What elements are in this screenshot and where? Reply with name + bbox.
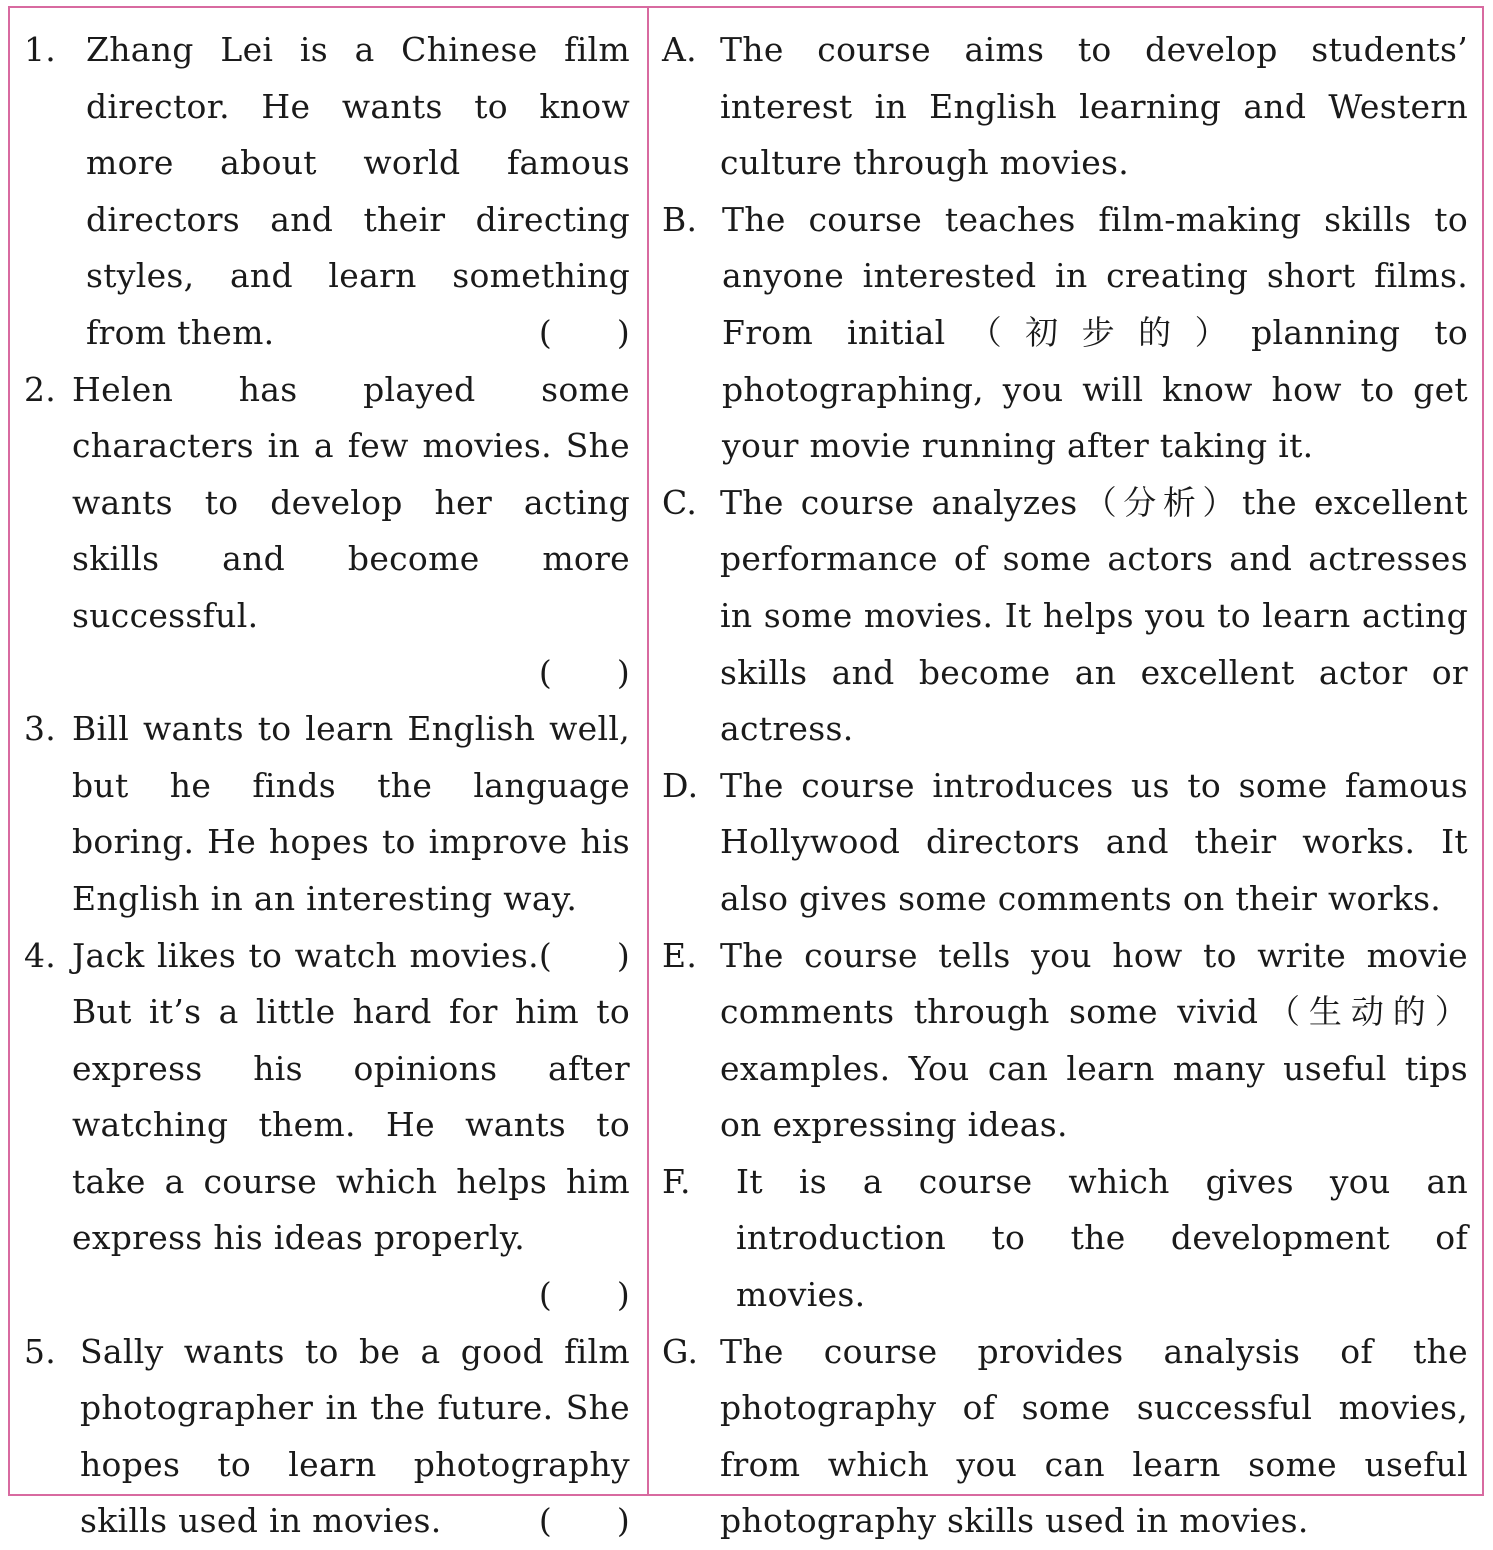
question-3 [24, 701, 630, 975]
question-1 [24, 22, 630, 362]
options-column [662, 22, 1468, 1550]
question-text: Bill wants to learn English well, but he finds the language boring. He hopes to improve his English in an interesting way. ( ) [72, 701, 630, 927]
question-text: Helen has played some characters in a few movies. She wants to develop her acting skills and become more successful. [72, 369, 630, 635]
questions-column [24, 22, 630, 1550]
option-text: It is a course which gives you an introduction to the development of movies. [736, 1161, 1468, 1315]
option-b [662, 192, 1468, 475]
option-letter: A. [662, 30, 697, 69]
answer-blank[interactable]: ( ) [538, 1501, 630, 1541]
option-letter: F. [662, 1161, 691, 1201]
answer-blank[interactable]: ( ) [538, 1275, 630, 1315]
question-text: Jack likes to watch movies. But it’s a little hard for him to express his opinions after watching them. He wants to take a course which helps him express his ideas properly. [72, 935, 630, 1258]
option-letter: E. [662, 935, 698, 975]
option-a [662, 22, 1468, 192]
option-text: The course teaches film-making skills to anyone interested in creating short films. From initial（初步的）planning to photographing, you will know how to get your movie running after taking it. [722, 199, 1468, 466]
option-c [662, 475, 1468, 758]
option-text: The course provides analysis of the photography of some successful movies, from which you can learn some useful photography skills used in movies. [720, 1331, 1468, 1541]
option-letter: G. [662, 1331, 699, 1371]
option-g [662, 1324, 1468, 1550]
option-letter: B. [662, 199, 698, 239]
option-letter: D. [662, 765, 699, 805]
option-d [662, 758, 1468, 928]
question-number: 5. [24, 1331, 57, 1371]
answer-blank[interactable]: ( ) [538, 312, 630, 352]
option-text: The course analyzes（分析）the excellent performance of some actors and actresses in some movies. It helps you to learn acting skills and become an excellent actor or actress. [720, 482, 1468, 749]
matching-exercise-table [8, 6, 1484, 1541]
question-number: 2. [24, 369, 57, 409]
answer-blank[interactable]: ( ) [538, 652, 630, 692]
column-divider [647, 8, 649, 1494]
question-text: Zhang Lei is a Chinese film director. He wants to know more about world famous directors and their directing styles, and learn something from them. ( ) [86, 22, 630, 362]
option-text: The course aims to develop students’ interest in English learning and Western culture through movies. [720, 30, 1468, 183]
option-f [662, 1154, 1468, 1324]
question-number: 1. [24, 30, 57, 69]
question-5 [24, 1324, 630, 1550]
option-e [662, 928, 1468, 1154]
question-2 [24, 362, 630, 702]
question-4 [24, 928, 630, 1324]
answer-blank[interactable]: ( ) [538, 935, 630, 975]
question-number: 3. [24, 709, 57, 749]
option-text: The course tells you how to write movie comments through some vivid（生动的）examples. You can learn many useful tips on expressing ideas. [720, 935, 1468, 1145]
question-number: 4. [24, 935, 57, 975]
option-text: The course introduces us to some famous Hollywood directors and their works. It also gives some comments on their works. [720, 765, 1468, 918]
question-text: Sally wants to be a good film photographer in the future. She hopes to learn photography skills used in movies. ( ) [80, 1324, 630, 1550]
option-letter: C. [662, 482, 698, 522]
